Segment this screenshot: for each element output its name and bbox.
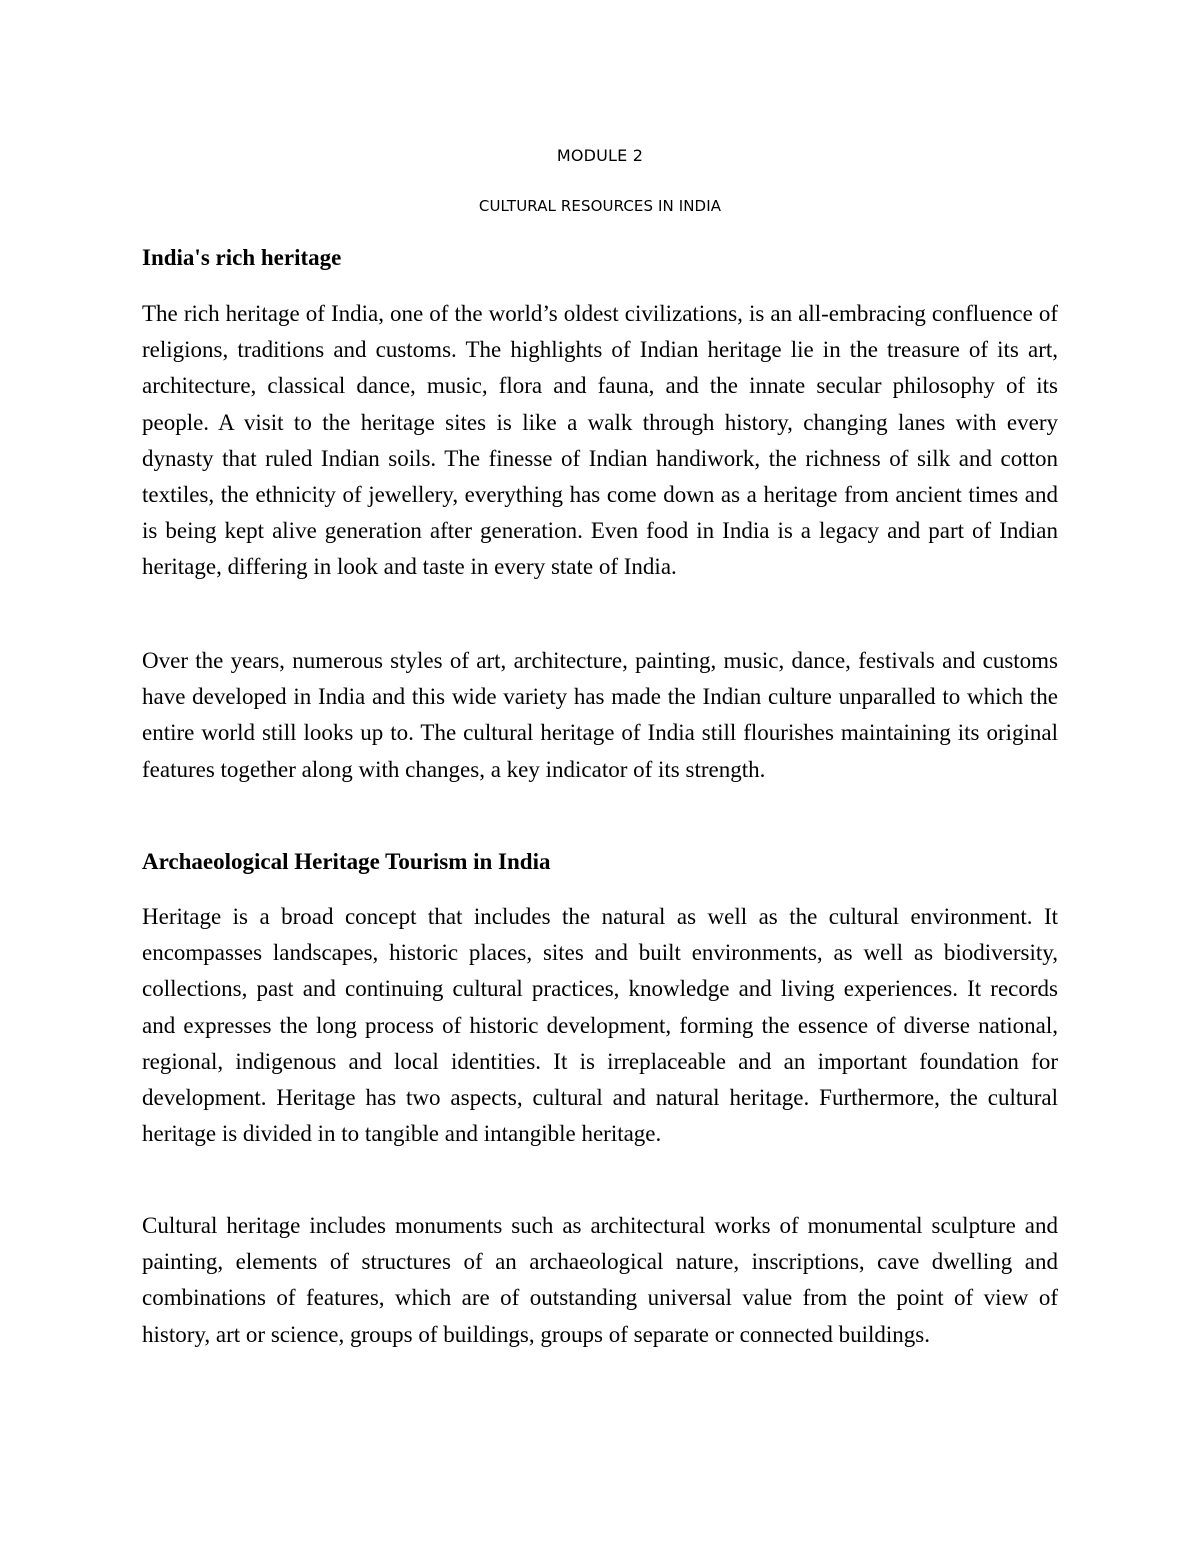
paragraph-archaeological-2: Cultural heritage includes monuments such as architectural works of monumental sculpture and painting, elements of structures of an archaeological nature, inscriptions, cave dwelling and combinations of features, which are of outstanding universal value from the point of view of history, art or science, groups of buildings, groups of separate or connected buildings.	[142, 1213, 1058, 1347]
paragraph-archaeological-1: Heritage is a broad concept that includes the natural as well as the cultural environment. It encompasses landscapes, historic places, sites and built environments, as well as biodiversity, collections, past and continuing cultural practices, knowledge and living experiences. It records and expresses the long process of historic development, forming the essence of diverse national, regional, indigenous and local identities. It is irreplaceable and an important foundation for development. Heritage has two aspects, cultural and natural heritage. Furthermore, the cultural heritage is divided in to tangible and intangible heritage.	[142, 904, 1058, 1147]
section-heading-rich-heritage: India's rich heritage	[142, 245, 342, 270]
module-title: MODULE 2	[556, 146, 644, 165]
paragraph-rich-heritage-2: Over the years, numerous styles of art, architecture, painting, music, dance, festivals and customs have developed in India and this wide variety has made the Indian culture unparalled to which the entire world still looks up to. The cultural heritage of India still flourishes maintaining its original features together along with changes, a key indicator of its strength.	[142, 648, 1058, 782]
section-heading-archaeological-tourism: Archaeological Heritage Tourism in India	[142, 849, 551, 874]
module-subtitle: CULTURAL RESOURCES IN INDIA	[478, 197, 722, 215]
paragraph-rich-heritage-1: The rich heritage of India, one of the world’s oldest civilizations, is an all-embracing confluence of religions, traditions and customs. The highlights of Indian heritage lie in the treasure of its art, architecture, classical dance, music, flora and fauna, and the innate secular philosophy of its people. A visit to the heritage sites is like a walk through history, changing lanes with every dynasty that ruled Indian soils. The finesse of Indian handiwork, the richness of silk and cotton textiles, the ethnicity of jewellery, everything has come down as a heritage from ancient times and is being kept alive generation after generation. Even food in India is a legacy and part of Indian heritage, differing in look and taste in every state of India.	[142, 301, 1058, 580]
